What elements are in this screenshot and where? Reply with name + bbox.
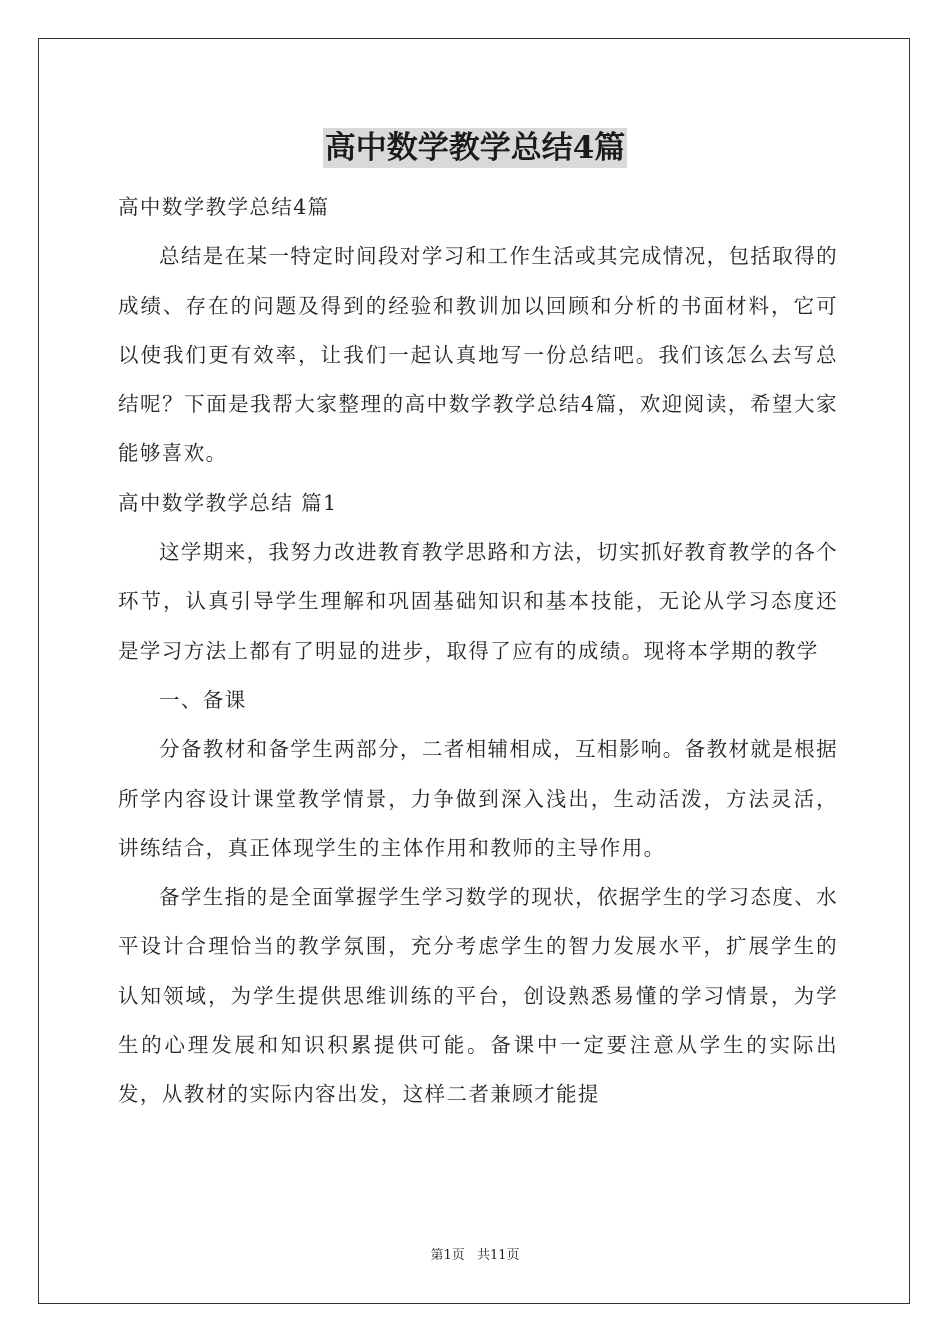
page-footer (0, 1244, 950, 1263)
body-paragraph: 分备教材和备学生两部分，二者相辅相成，互相影响。备教材就是根据所学内容设计课堂教学情景，力争做到深入浅出，生动活泼，方法灵活，讲练结合，真正体现学生的主体作用和教师的主导作用。 (118, 737, 838, 860)
page-total: 共11页 (476, 1248, 520, 1263)
body-paragraph: 这学期来，我努力改进教育教学思路和方法，切实抓好教育教学的各个环节，认真引导学生理解和巩固基础知识和基本技能，无论从学习态度还是学习方法上都有了明显的进步，取得了应有的成绩。现将本学期的教学 (118, 540, 838, 663)
body-paragraph: 总结是在某一特定时间段对学习和工作生活或其完成情况，包括取得的成绩、存在的问题及得到的经验和教训加以回顾和分析的书面材料，它可以使我们更有效率，让我们一起认真地写一份总结吧。我们该怎么去写总结呢？下面是我帮大家整理的高中数学教学总结4篇，欢迎阅读，希望大家能够喜欢。 (118, 244, 838, 466)
page-number: 第1页 (430, 1248, 465, 1263)
body-paragraph: 备学生指的是全面掌握学生学习数学的现状，依据学生的学习态度、水平设计合理恰当的教学氛围，充分考虑学生的智力发展水平，扩展学生的认知领域，为学生提供思维训练的平台，创设熟悉易懂的学习情景，为学生的心理发展和知识积累提供可能。备课中一定要注意从学生的实际出发，从教材的实际内容出发，这样二者兼顾才能提 (118, 885, 838, 1107)
body-paragraph: 高中数学教学总结 篇1 (118, 490, 338, 515)
body-paragraph: 一、备课 (159, 687, 247, 712)
document-title: 高中数学教学总结4篇 (324, 130, 626, 166)
title-container (0, 128, 950, 168)
document-body (118, 183, 838, 1120)
body-paragraph: 高中数学教学总结4篇 (118, 195, 330, 219)
